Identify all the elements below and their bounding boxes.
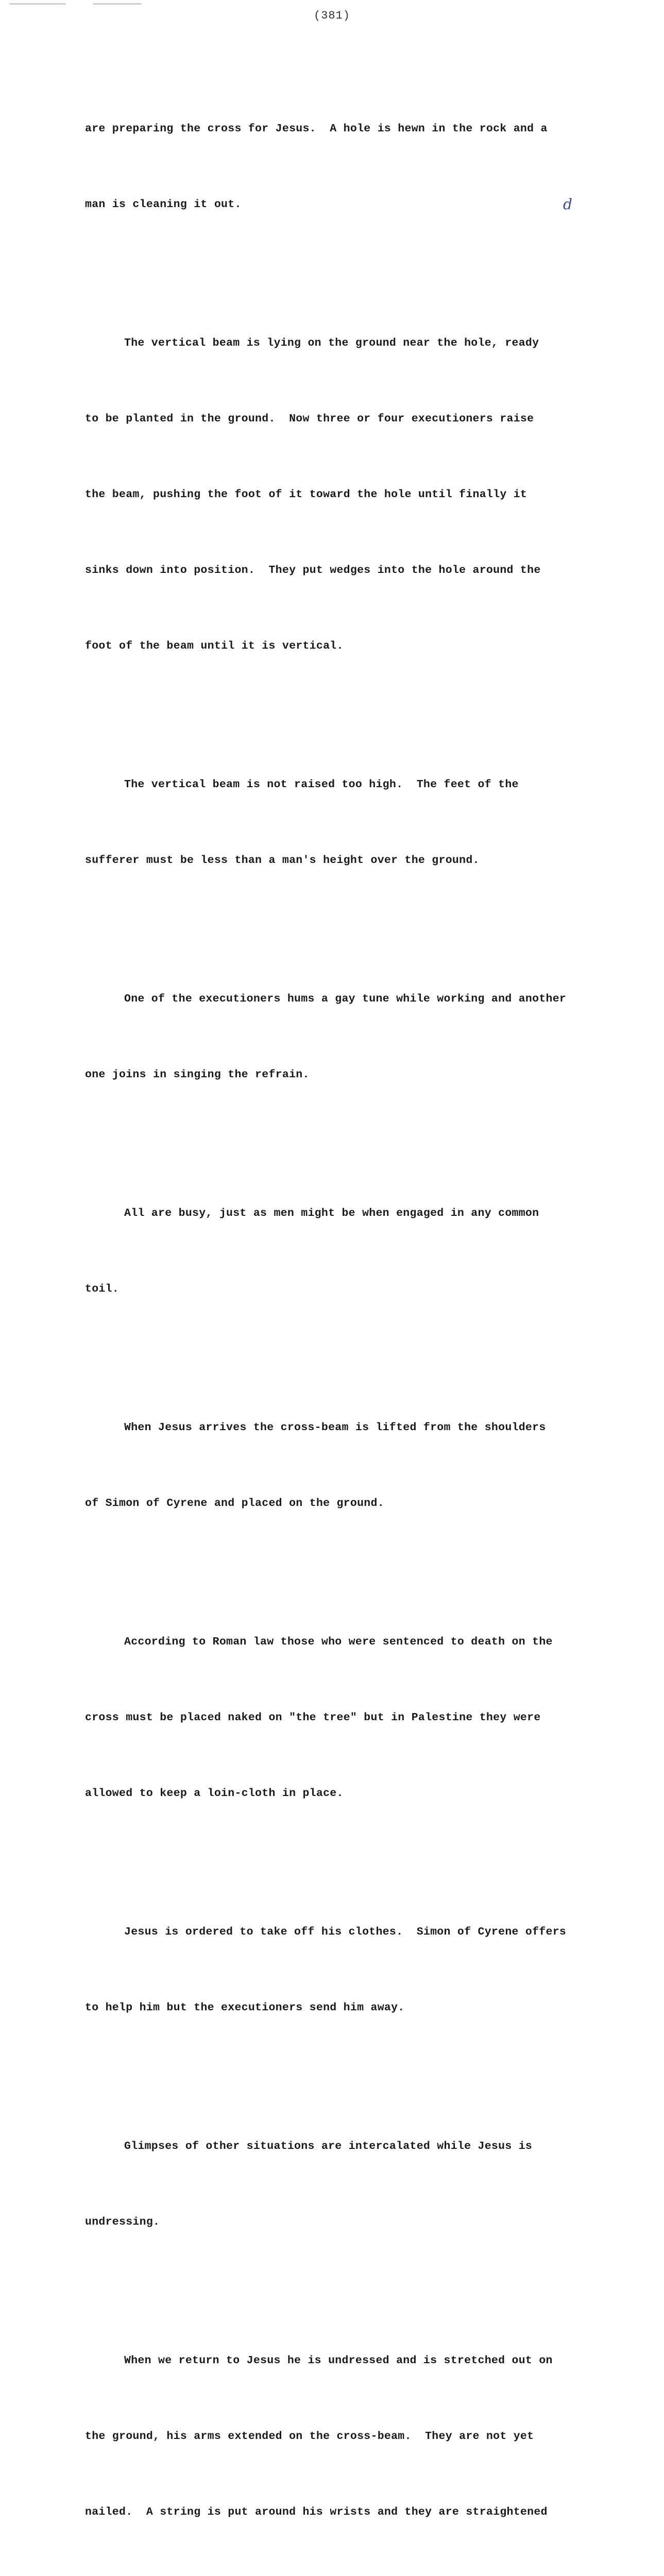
text-line: cross must be placed naked on "the tree" but in Palestine they were bbox=[85, 1711, 541, 1724]
paragraph bbox=[85, 1579, 646, 1857]
paragraph bbox=[85, 2298, 646, 2575]
text-line: When we return to Jesus he is undressed and is stretched out on bbox=[124, 2354, 553, 2367]
text-line: toil. bbox=[85, 1283, 120, 1295]
paragraph bbox=[85, 2083, 646, 2285]
handwritten-correction: d bbox=[563, 196, 572, 213]
text-line: foot of the beam until it is vertical. bbox=[85, 640, 344, 652]
text-line: According to Roman law those who were sentenced to death on the bbox=[124, 1636, 553, 1648]
paragraph bbox=[85, 722, 646, 924]
paragraph bbox=[85, 936, 646, 1138]
text-line: the beam, pushing the foot of it toward the hole until finally it bbox=[85, 488, 527, 501]
text-line: to help him but the executioners send him away. bbox=[85, 2002, 405, 2014]
text-line: All are busy, just as men might be when engaged in any common bbox=[124, 1207, 539, 1219]
paragraph bbox=[85, 66, 646, 268]
scan-mark bbox=[9, 3, 66, 5]
text-line: When Jesus arrives the cross-beam is lifted from the shoulders bbox=[124, 1421, 546, 1434]
text-line: sufferer must be less than a man's height over the ground. bbox=[85, 854, 480, 867]
text-line: One of the executioners hums a gay tune while working and another bbox=[124, 993, 567, 1005]
paragraph bbox=[85, 280, 646, 709]
text-line: the ground, his arms extended on the cross-beam. They are not yet bbox=[85, 2430, 534, 2443]
text-line: The vertical beam is lying on the ground near the hole, ready bbox=[124, 337, 539, 349]
paragraph bbox=[85, 1365, 646, 1567]
text-line: The vertical beam is not raised too high. The feet of the bbox=[124, 778, 519, 791]
text-line: nailed. A string is put around his wrists and they are straightened bbox=[85, 2506, 548, 2518]
text-line: undressing. bbox=[85, 2216, 160, 2228]
text-line: Glimpses of other situations are intercalated while Jesus is bbox=[124, 2140, 533, 2153]
text-line: Jesus is ordered to take off his clothes. Simon of Cyrene offers bbox=[124, 1926, 567, 1938]
paragraph bbox=[85, 1869, 646, 2071]
text-line: man is cleaning it out. bbox=[85, 198, 242, 211]
document-body bbox=[85, 66, 646, 2576]
text-line: to be planted in the ground. Now three or four executioners raise bbox=[85, 413, 534, 425]
scan-mark bbox=[93, 3, 142, 5]
text-line: allowed to keep a loin-cloth in place. bbox=[85, 1787, 344, 1800]
text-line: of Simon of Cyrene and placed on the ground. bbox=[85, 1497, 384, 1510]
text-line: one joins in singing the refrain. bbox=[85, 1069, 310, 1081]
page-number: (381) bbox=[313, 9, 350, 22]
paragraph bbox=[85, 1150, 646, 1352]
text-line: are preparing the cross for Jesus. A hole is hewn in the rock and a bbox=[85, 123, 548, 135]
text-line: sinks down into position. They put wedges into the hole around the bbox=[85, 564, 541, 577]
